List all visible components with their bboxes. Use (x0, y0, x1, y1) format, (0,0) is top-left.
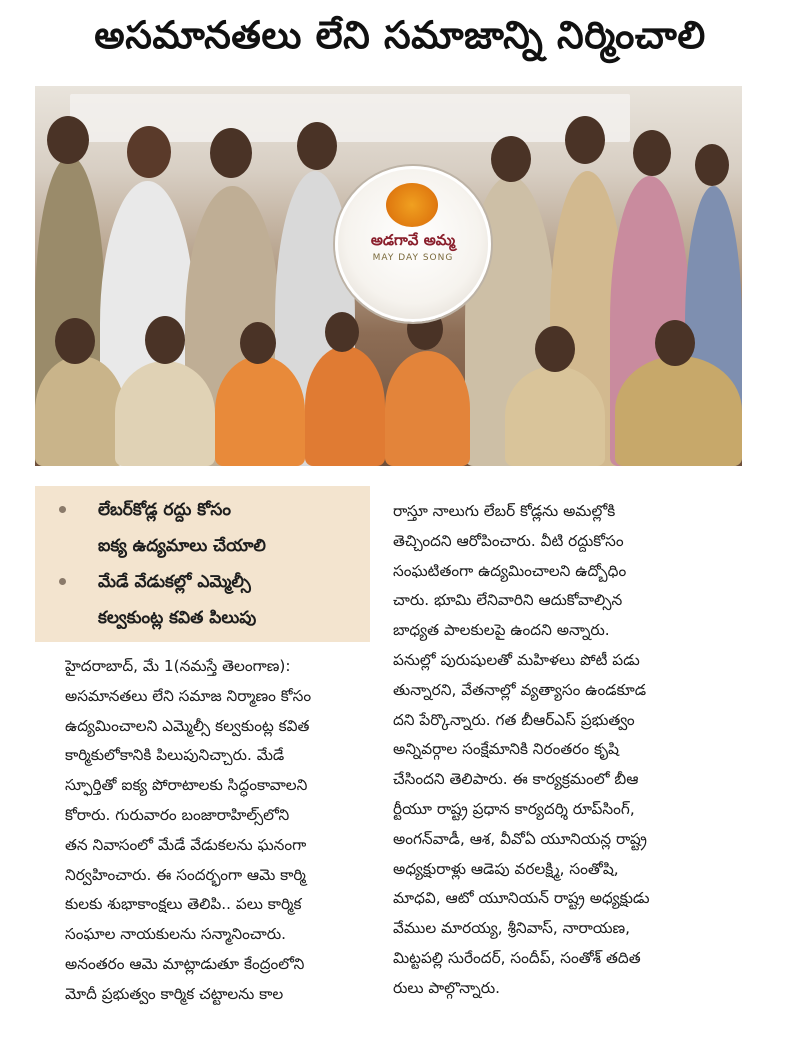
news-photo (35, 86, 742, 466)
highlight-text: కల్వకుంట్ల కవిత పిలుపు (98, 608, 257, 628)
headline: అసమానతలు లేని సమాజాన్ని నిర్మించాలి (94, 13, 706, 57)
article-line: బాధ్యత పాలకులపై ఉందని అన్నారు. (393, 621, 610, 640)
highlight-item (35, 600, 370, 636)
article-line: రులు పాల్గొన్నారు. (393, 978, 500, 997)
article-line: మిట్టపల్లి సురేందర్, సందీప్, సంతోశ్ తదిత (393, 948, 641, 967)
raised-fist-icon (386, 183, 438, 227)
article-line: మాధవి, ఆటో యూనియన్ రాష్ట్ర అధ్యక్షుడు (393, 889, 650, 908)
article-line: దని పేర్కొన్నారు. గత బీఆర్‌ఎస్ ప్రభుత్వం (393, 710, 635, 729)
highlight-text: మేడే వేడుకల్లో ఎమ్మెల్సీ (98, 572, 251, 592)
bullet-icon (59, 506, 66, 513)
article-line: సంఘాల నాయకులను సన్మానించారు. (65, 925, 286, 944)
article-line: అనంతరం ఆమె మాట్లాడుతూ కేంద్రంలోని (65, 954, 305, 973)
article-line: వేముల మారయ్య, శ్రీనివాస్, నారాయణ, (393, 919, 631, 938)
highlight-item (35, 492, 370, 528)
disc-subtitle: MAY DAY SONG (372, 253, 454, 263)
article-left-column (65, 652, 373, 1010)
highlight-item (35, 564, 370, 600)
article-line: అసమానతలు లేని సమాజ నిర్మాణం కోసం (65, 686, 312, 705)
article-line: అన్నివర్గాల సంక్షేమానికి నిరంతరం కృషి (393, 740, 619, 759)
bullet-icon (59, 578, 66, 585)
highlight-text: ఐక్య ఉద్యమాలు చేయాలి (98, 536, 266, 556)
article-line: పనుల్లో పురుషులతో మహిళలు పోటీ పడు (393, 650, 640, 669)
article-line: కోరారు. గురువారం బంజారాహిల్స్‌లోని (65, 805, 290, 824)
highlight-text: లేబర్‌కోడ్ల రద్దు కోసం (98, 500, 231, 520)
disc-title: అడగావే అమ్మ (370, 231, 456, 249)
article-line: మోదీ ప్రభుత్వం కార్మిక చట్టాలను కాల (65, 984, 284, 1003)
article-line: నిర్వహించారు. ఈ సందర్భంగా ఆమె కార్మి (65, 865, 306, 884)
article-line: స్ఫూర్తితో ఐక్య పోరాటాలకు సిద్ధంకావాలని (65, 776, 308, 795)
article-line: కులకు శుభాకాంక్షలు తెలిపి.. పలు కార్మిక (65, 895, 302, 914)
article-line: అధ్యక్షురాళ్లు ఆడెపు వరలక్ష్మి, సంతోషి, (393, 859, 619, 878)
article-line: సంఘటితంగా ఉద్యమించాలని ఉద్బోధిం (393, 561, 627, 580)
article-line: తెచ్చిందని ఆరోపించారు. వీటి రద్దుకోసం (393, 531, 624, 550)
article-line: తన నివాసంలో మేడే వేడుకలను ఘనంగా (65, 835, 307, 854)
article-line: ర్టీయూ రాష్ట్ర ప్రధాన కార్యదర్శి రూప్‌సింగ్, (393, 799, 635, 818)
article-line: ఉద్యమించాలని ఎమ్మెల్సీ కల్వకుంట్ల కవిత (65, 716, 310, 735)
article-right-column (393, 497, 743, 1004)
article-line: చేసిందని తెలిపారు. ఈ కార్యక్రమంలో బీఆ (393, 770, 639, 789)
article-line: అంగన్‌వాడీ, ఆశ, వీవోఏ యూనియన్ల రాష్ట్ర (393, 829, 647, 848)
article-line: చారు. భూమి లేనివారిని ఆదుకోవాల్సిన (393, 591, 623, 610)
article-line: తున్నారని, వేతనాల్లో వ్యత్యాసం ఉండకూడ (393, 680, 647, 699)
article-line: హైదరాబాద్, మే 1(నమస్తే తెలంగాణ): (65, 657, 291, 675)
highlights-box (35, 486, 370, 642)
highlight-item (35, 528, 370, 564)
article-line: కార్మికులోకానికి పిలుపునిచ్చారు. మేడే (65, 746, 285, 765)
article-line: రాస్తూ నాలుగు లేబర్ కోడ్లను అమల్లోకి (393, 502, 616, 520)
may-day-song-disc (335, 166, 491, 322)
